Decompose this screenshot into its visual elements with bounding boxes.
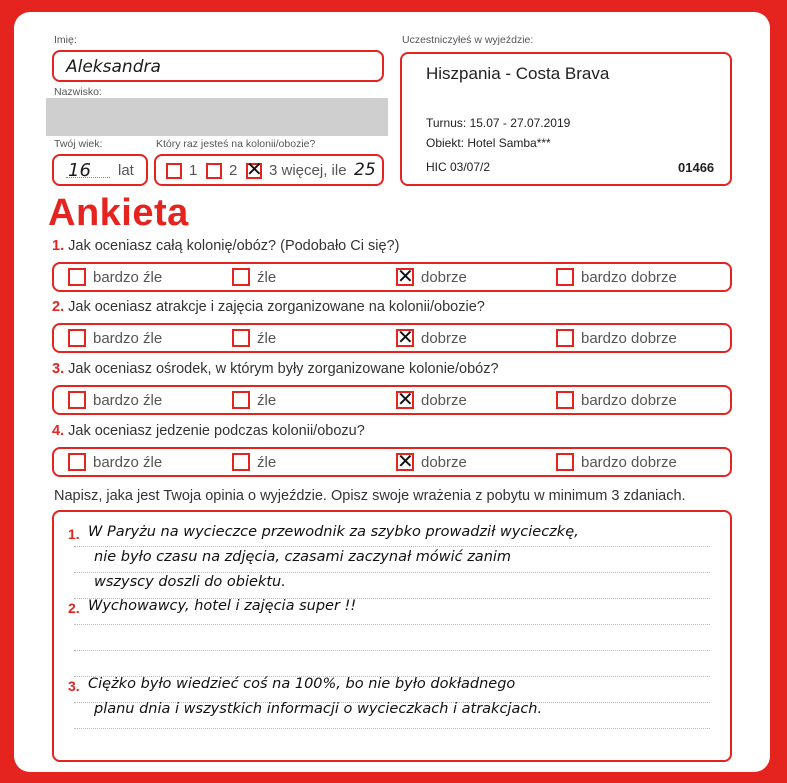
rating-checkbox[interactable] (232, 453, 250, 471)
question-4-options (52, 447, 732, 477)
rating-option[interactable] (396, 264, 467, 288)
writing-line (74, 624, 710, 625)
first-name-field[interactable] (52, 50, 384, 82)
answer-line: nie było czasu na zdjęcia, czasami zaczynał mówić zanim (94, 549, 512, 565)
opinion-prompt: Napisz, jaka jest Twoja opinia o wyjeździe. Opisz swoje wrażenia z pobytu w minimum 3 zdaniach. (54, 488, 686, 504)
rating-checkbox[interactable] (232, 391, 250, 409)
trip-turnus: Turnus: 15.07 - 27.07.2019 (426, 116, 571, 130)
rating-option[interactable] (232, 268, 276, 286)
trip-box (400, 52, 732, 186)
rating-checkbox[interactable] (396, 264, 414, 288)
rating-checkbox[interactable] (396, 325, 414, 349)
rating-option[interactable] (232, 329, 276, 347)
rating-option-label: bardzo dobrze (581, 268, 677, 286)
answer-line: wszyscy doszli do obiektu. (94, 574, 286, 590)
trip-number: 01466 (678, 160, 715, 175)
rating-option-label: dobrze (421, 391, 467, 409)
rating-option-label: dobrze (421, 268, 467, 286)
rating-option-label: dobrze (421, 453, 467, 471)
answer-number: 3. (68, 678, 80, 694)
rating-checkbox[interactable] (556, 268, 574, 286)
rating-option-label: bardzo źle (93, 268, 163, 286)
count-option-1: 1 (189, 162, 198, 179)
answer-line: W Paryżu na wycieczce przewodnik za szybko prowadził wycieczkę, (88, 524, 579, 540)
rating-checkbox[interactable] (68, 268, 86, 286)
answer-line: Wychowawcy, hotel i zajęcia super !! (88, 598, 357, 614)
opinion-box[interactable] (52, 510, 732, 762)
check-mark-icon: ✕ (397, 449, 414, 473)
rating-checkbox[interactable] (68, 329, 86, 347)
trip-label: Uczestniczyłeś w wyjeździe: (402, 34, 534, 46)
rating-option[interactable] (68, 329, 162, 347)
question-number: 4. (52, 423, 65, 439)
rating-option-label: bardzo źle (93, 391, 163, 409)
question-number: 3. (52, 361, 65, 377)
rating-option-label: bardzo źle (93, 329, 163, 347)
count-value: 25 (354, 160, 376, 180)
rating-checkbox[interactable] (232, 268, 250, 286)
writing-line (74, 650, 710, 651)
colony-count-field (154, 154, 384, 186)
rating-option-label: bardzo dobrze (581, 329, 677, 347)
rating-option-label: dobrze (421, 329, 467, 347)
rating-checkbox[interactable] (68, 391, 86, 409)
colony-count-label: Który raz jesteś na kolonii/obozie? (156, 138, 316, 150)
count-checkbox-1[interactable] (166, 163, 182, 179)
question-1-options (52, 262, 732, 292)
rating-option-label: źle (257, 391, 277, 409)
rating-checkbox[interactable] (396, 449, 414, 473)
writing-line (74, 728, 710, 729)
age-value: 16 (68, 160, 91, 181)
count-checkbox-3[interactable] (246, 156, 263, 181)
rating-option-label: źle (257, 268, 277, 286)
question-3-options (52, 385, 732, 415)
rating-checkbox[interactable] (556, 453, 574, 471)
count-option-3: 3 więcej, ile (269, 162, 347, 179)
trip-obiekt: Obiekt: Hotel Samba*** (426, 136, 551, 150)
survey-sheet (14, 12, 770, 772)
survey-title: Ankieta (48, 192, 189, 234)
question-4-label (52, 423, 365, 439)
question-text: Jak oceniasz atrakcje i zajęcia zorganizowane na kolonii/obozie? (68, 299, 485, 315)
question-number: 2. (52, 299, 65, 315)
question-3-label (52, 361, 499, 377)
rating-checkbox[interactable] (68, 453, 86, 471)
rating-option[interactable] (556, 329, 677, 347)
last-name-label: Nazwisko: (54, 86, 102, 98)
age-underline (66, 177, 110, 178)
rating-option[interactable] (232, 391, 276, 409)
rating-option-label: źle (257, 453, 277, 471)
rating-option[interactable] (556, 391, 677, 409)
answer-number: 1. (68, 526, 80, 542)
check-mark-icon: ✕ (397, 325, 414, 349)
rating-checkbox[interactable] (232, 329, 250, 347)
trip-code: HIC 03/07/2 (426, 160, 491, 174)
rating-option[interactable] (396, 387, 467, 411)
rating-option[interactable] (556, 453, 677, 471)
rating-checkbox[interactable] (556, 329, 574, 347)
question-1-label (52, 238, 399, 254)
rating-option[interactable] (556, 268, 677, 286)
answer-number: 2. (68, 600, 80, 616)
first-name-label: Imię: (54, 34, 77, 46)
first-name-value: Aleksandra (66, 57, 161, 77)
answer-line: Ciężko było wiedzieć coś na 100%, bo nie było dokładnego (88, 676, 516, 692)
rating-option[interactable] (68, 453, 162, 471)
question-text: Jak oceniasz ośrodek, w którym były zorganizowane kolonie/obóz? (68, 361, 499, 377)
check-mark-icon: ✕ (397, 264, 414, 288)
question-number: 1. (52, 238, 65, 254)
rating-option-label: źle (257, 329, 277, 347)
rating-option-label: bardzo dobrze (581, 391, 677, 409)
rating-option[interactable] (396, 449, 467, 473)
answer-line: planu dnia i wszystkich informacji o wycieczkach i atrakcjach. (94, 701, 543, 717)
age-unit: lat (118, 162, 134, 179)
question-2-label (52, 299, 485, 315)
check-mark-icon: ✕ (397, 387, 414, 411)
rating-option-label: bardzo źle (93, 453, 163, 471)
rating-checkbox[interactable] (396, 387, 414, 411)
rating-option-label: bardzo dobrze (581, 453, 677, 471)
rating-option[interactable] (68, 391, 162, 409)
count-checkbox-2[interactable] (206, 163, 222, 179)
rating-option[interactable] (232, 453, 276, 471)
rating-option[interactable] (68, 268, 162, 286)
last-name-redacted (46, 98, 388, 136)
rating-checkbox[interactable] (556, 391, 574, 409)
question-text: Jak oceniasz całą kolonię/obóz? (Podobało Ci się?) (68, 238, 400, 254)
count-option-2: 2 (229, 162, 238, 179)
age-label: Twój wiek: (54, 138, 103, 150)
age-field[interactable] (52, 154, 148, 186)
rating-option[interactable] (396, 325, 467, 349)
check-mark-icon: ✕ (246, 156, 263, 181)
question-2-options (52, 323, 732, 353)
writing-line (74, 572, 710, 573)
question-text: Jak oceniasz jedzenie podczas kolonii/obozu? (68, 423, 365, 439)
trip-destination: Hiszpania - Costa Brava (426, 64, 610, 83)
writing-line (74, 546, 710, 547)
